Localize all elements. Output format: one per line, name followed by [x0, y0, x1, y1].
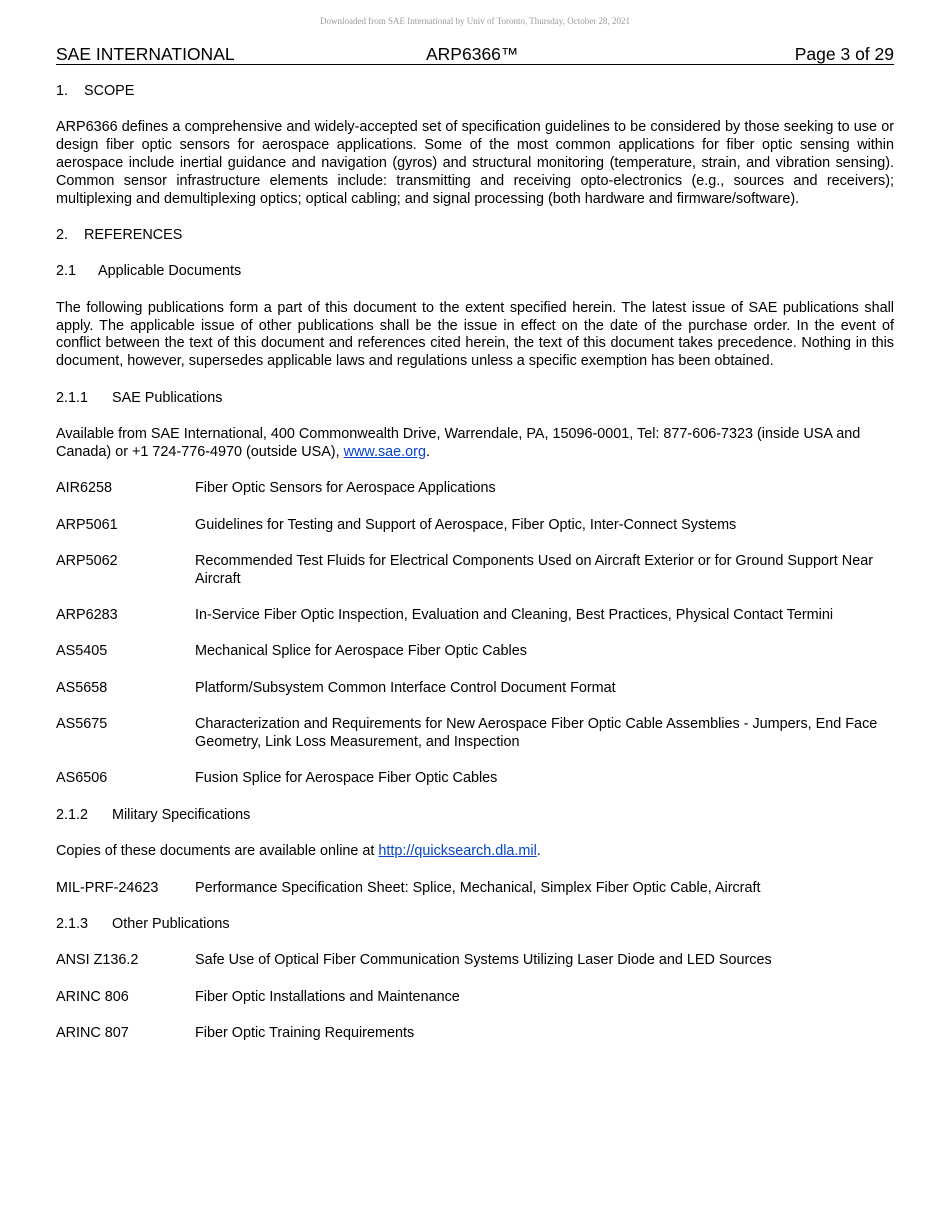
reference-row — [56, 770, 894, 788]
download-watermark: Downloaded from SAE International by Univ of Toronto, Thursday, October 28, 2021 — [320, 16, 630, 26]
subsection-number: 2.1 — [56, 263, 77, 280]
reference-title: Fiber Optic Sensors for Aerospace Applications — [195, 480, 496, 497]
section-number: 1. — [56, 83, 69, 99]
sae-publications-list — [56, 480, 894, 788]
header-page-number: Page 3 of 29 — [794, 44, 894, 64]
reference-row — [56, 553, 894, 589]
subsection-heading-sae-publications — [56, 390, 894, 408]
reference-row — [56, 716, 894, 752]
reference-code: AS5675 — [56, 716, 108, 733]
header-doc-id: ARP6366™ — [426, 44, 519, 64]
page-header — [56, 44, 894, 65]
reference-title: Guidelines for Testing and Support of Aerospace, Fiber Optic, Inter-Connect Systems — [195, 516, 737, 533]
section-heading-references — [56, 227, 894, 245]
reference-code: ARP6283 — [56, 607, 118, 624]
subsection-heading-applicable-documents — [56, 263, 894, 281]
reference-row — [56, 952, 894, 970]
header-org: SAE INTERNATIONAL — [56, 44, 235, 64]
subsection-number: 2.1.3 — [56, 916, 89, 932]
reference-title: Platform/Subsystem Common Interface Control Document Format — [195, 679, 616, 696]
reference-code: ANSI Z136.2 — [56, 952, 139, 969]
section-title: SCOPE — [84, 83, 135, 99]
reference-code: ARP5061 — [56, 516, 118, 533]
reference-code: ARINC 806 — [56, 988, 129, 1005]
sae-availability-text: Available from SAE International, 400 Commonwealth Drive, Warrendale, PA, 15096-0001, Tel: 877-606-7323 (inside USA and Canada) or +1 724-776-4970 (outside USA), — [56, 425, 861, 460]
military-publications-list — [56, 880, 894, 898]
subsection-title: Military Specifications — [112, 806, 251, 823]
reference-code: AS5405 — [56, 643, 108, 660]
reference-code: MIL-PRF-24623 — [56, 879, 159, 896]
reference-title: Performance Specification Sheet: Splice, Mechanical, Simplex Fiber Optic Cable, Aircraft — [195, 879, 761, 896]
reference-row — [56, 480, 894, 498]
applicable-documents-paragraph: The following publications form a part of this document to the extent specified herein. The latest issue of SAE publications shall apply. The applicable issue of other publications shall be the issue in effect on the date of the purchase order. In the event of conflict between the text of this document and references cited herein, the text of this document takes precedence. Nothing in this document, however, supersedes applicable laws and regulations unless a specific exemption has been obtained. — [56, 299, 894, 370]
reference-title: Recommended Test Fluids for Electrical Components Used on Aircraft Exterior or for Ground Support Near Aircraft — [195, 552, 873, 587]
section-heading-scope — [56, 83, 894, 101]
reference-title: Fusion Splice for Aerospace Fiber Optic Cables — [195, 770, 498, 787]
sae-availability-paragraph — [56, 426, 894, 462]
reference-code: AIR6258 — [56, 480, 113, 497]
subsection-number: 2.1.1 — [56, 389, 89, 406]
section-number: 2. — [56, 226, 69, 243]
other-publications-list — [56, 952, 894, 1043]
reference-title: Characterization and Requirements for New Aerospace Fiber Optic Cable Assemblies - Jumpers, End Face Geometry, Link Loss Measurement, and Inspection — [195, 716, 878, 751]
reference-row — [56, 607, 894, 625]
sae-website-link[interactable]: www.sae.org — [343, 443, 426, 460]
reference-code: AS5658 — [56, 679, 108, 696]
reference-row — [56, 880, 894, 898]
section-title: REFERENCES — [84, 226, 183, 243]
military-availability-paragraph — [56, 843, 894, 861]
subsection-title: Applicable Documents — [98, 263, 242, 280]
subsection-heading-military-specifications — [56, 807, 894, 825]
subsection-heading-other-publications — [56, 916, 894, 934]
scope-paragraph: ARP6366 defines a comprehensive and widely-accepted set of specification guidelines to be considered by those seeking to use or design fiber optic sensors for aerospace applications. Some of the most common applications for fiber optic sensing within aerospace include inertial guidance and navigation (gyros) and structural monitoring (temperature, strain, and vibration sensing). Common sensor infrastructure elements include: transmitting and receiving opto-electronics (e.g., sources and receivers); multiplexing and demultiplexing optics; optical cabling; and signal processing (both hardware and firmware/software). — [56, 119, 894, 207]
reference-title: In-Service Fiber Optic Inspection, Evaluation and Cleaning, Best Practices, Physical Contact Termini — [195, 607, 834, 624]
document-body — [56, 83, 894, 1062]
reference-title: Fiber Optic Installations and Maintenance — [195, 988, 460, 1005]
subsection-number: 2.1.2 — [56, 806, 89, 823]
reference-row — [56, 1025, 894, 1043]
reference-code: ARINC 807 — [56, 1025, 129, 1042]
reference-code: ARP5062 — [56, 552, 118, 569]
military-availability-end: . — [536, 843, 541, 860]
reference-title: Fiber Optic Training Requirements — [195, 1025, 415, 1042]
reference-row — [56, 517, 894, 535]
reference-row — [56, 643, 894, 661]
reference-code: AS6506 — [56, 770, 108, 787]
subsection-title: SAE Publications — [112, 389, 223, 406]
military-availability-text: Copies of these documents are available online at — [56, 843, 379, 860]
reference-title: Safe Use of Optical Fiber Communication Systems Utilizing Laser Diode and LED Sources — [195, 952, 772, 969]
reference-title: Mechanical Splice for Aerospace Fiber Optic Cables — [195, 643, 527, 660]
reference-row — [56, 680, 894, 698]
reference-row — [56, 989, 894, 1007]
sae-availability-end: . — [425, 443, 430, 460]
quicksearch-link[interactable]: http://quicksearch.dla.mil — [378, 843, 537, 860]
subsection-title: Other Publications — [112, 916, 230, 932]
